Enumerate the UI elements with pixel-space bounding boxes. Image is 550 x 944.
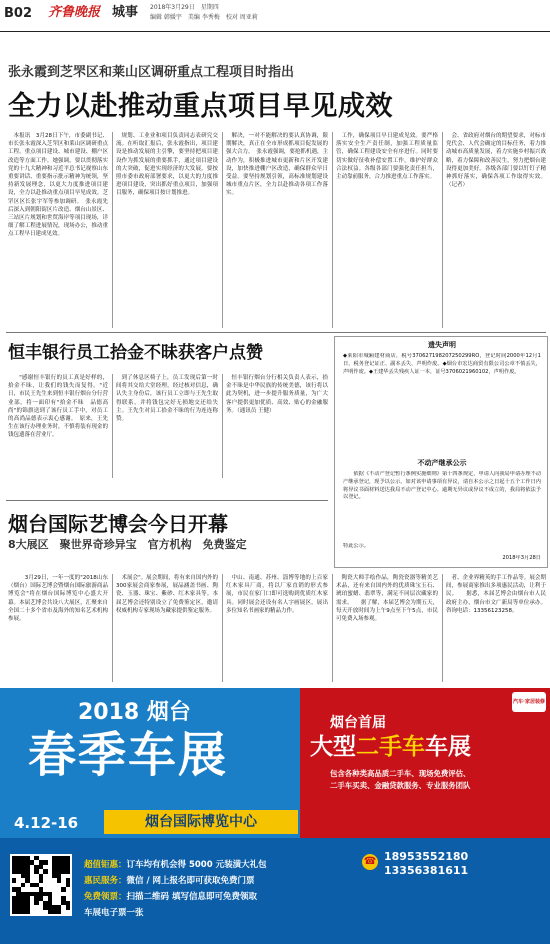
page-header [0, 0, 550, 32]
column-divider [112, 132, 113, 328]
ad-feature-line: 二手车买卖、金融贷款服务、专业服务团队 [330, 781, 471, 790]
phone-icon: ☎ [362, 854, 378, 870]
story3-column-3: 中山、南通、苏州、淄博等地的上百家红木家具厂商，将以厂家直销的形式参展，市民在家门口即可选购到优质红木家具。同时展会还设有名人字画展区，展出多位知名书画家的精品力作。 [226, 575, 328, 614]
notice-title-inheritance: 不动产继承公示 [417, 459, 467, 467]
column-divider [222, 374, 223, 478]
notice-title-lost: 遗失声明 [428, 341, 456, 349]
story3-column-1: 3月29日，一年一度的"2018山东（烟台）国际艺博会暨烟台国际旅游商品博览会"将在烟台国际博览中心盛大开幕。本届艺博会共设八大展区，汇聚来自全国二十多个省市及海外的知名艺术机构参展。 [8, 575, 108, 623]
section-divider [6, 332, 546, 333]
story3-headline: 烟台国际艺博会今日开幕 [8, 512, 228, 536]
ad-promo-line: 超值钜惠：订车均有机会得 5000 元装潢大礼包 [84, 860, 267, 870]
newspaper-logo: 齐鲁晚报 [48, 5, 101, 20]
notice-text-lost: ◆莱阳市城厢建材商店，税号370627198207250299RO，登记时间2000年12月1日，税务登记证正、副本丢失，声明作废。◆烟台市宏达商贸有限公司公章不慎丢失，声明作废。◆王建华丢失残疾人证一本，证号3706021960102，声明作废。 [343, 353, 541, 375]
ad-phone: 18953552180 [384, 850, 469, 863]
ad-promo-line: 惠民服务：微信 / 网上报名即可获取免费门票 [84, 876, 255, 886]
column-divider [222, 574, 223, 682]
column-divider [332, 574, 333, 682]
ad-bottom-band [0, 838, 550, 944]
story2-column-2: 到了休息区椅子上，员工发现后第一时间将其交给大堂经理。经过核对信息，确认失主身份后，该行员工立即与王先生取得联系，并将钱包完好无损地交还给失主。王先生对员工拾金不昧的行为连连称赞。 [116, 375, 218, 423]
ad-dates: 4.12-16 [14, 814, 79, 832]
section-divider [6, 500, 328, 501]
story3-column-4: 陶瓷大师手绘作品，陶瓷瓷器等精美艺术品，还有来自国内外的优质珠宝玉石、琥珀蜜蜡、翡翠等，满足不同层次藏家的需求。 据了解，本届艺博会为期五天，每天开放时间为上午9点至下午5点，市民可免费入场参观。 [336, 575, 438, 623]
qr-code-icon[interactable] [10, 854, 72, 916]
ad-promo-line: 免费领票：扫描二维码 填写信息即可免费领取 [84, 892, 257, 902]
story1-headline: 全力以赴推动重点项目早见成效 [8, 91, 393, 122]
column-divider [442, 132, 443, 328]
editors-line: 编辑 韩媛宇 美编 李秀梅 校对 周亚莉 [150, 14, 258, 21]
story1-column-2: 规划、工业业和项目负责同志表研究交流。在听取汇报后，张永霞指出，项目建设是推动发展的主引擎，要坚持把项目建设作为抓发展的重要抓手，通过项目建设的大突破，促进实现经济的大发展。要按照市委市政府部署要求，以更大的力度推进项目建设，突出抓好重点项目，加强项目服务，确保项目按计划推进。 [116, 133, 218, 197]
column-divider [332, 132, 333, 328]
notice-date: 2018年3月28日 [502, 555, 541, 561]
story3-column-2: 术展会"。展会期间，将有来自国内外的300家展会商家参展，展品涵盖书画、陶瓷、玉器、珠宝、紫砂、红木家具等。本届艺博会还特别设立了免费鉴定区，邀请权威机构专家现场为藏家提供鉴定服务。 [116, 575, 218, 614]
story1-column-5: 会、省政府对烟台的期望要求，对标市党代会、人代会确定的目标任务，着力推动城市高质量发展，着力实施乡村振兴战略，着力保障和改善民生，努力把烟台建设得更加美好。各级各部门要以钉钉子精神抓好落实，确保各项工作取得实效。（记者） [446, 133, 546, 189]
ad-main-title: 春季车展 [28, 727, 229, 783]
story3-column-5: 者、企业界精英的手工作品等。展会期间，参展商家推出多项惠民活动，让利于民。 据悉，本届艺博会由烟台市人民政府主办，烟台市文广新局等单位承办。咨询电话：13356123258。 [446, 575, 546, 614]
story1-column-4: 工作，确保项目早日建成见效。要严格落实安全生产责任制，加强工程质量监管，确保工程建设安全有序进行。同时要切实做好征收补偿安置工作，维护好群众合法权益。各级各部门要强化责任担当，主动靠前服务，合力推进重点工作落实。 [336, 133, 438, 181]
ad-phone: 13356381611 [384, 864, 469, 877]
section-name: 城事 [112, 5, 139, 20]
ad-phone-numbers [363, 850, 544, 878]
story1-column-1: 本报讯 3月28日下午，市委副书记、市长张永霞深入芝罘区和莱山区调研重点工程。重点项目建设、城市建设、棚户区改造等方面工作。她强调，要以贯彻落实党的十九大精神和习近平总书记视察山东重要讲话、重要指示批示精神为统领，坚持新发展理念，以更大力度推进项目建设，全力以赴推动重点项目早见成效。芝罘区区长张宇军等参加调研。 张永霞先后深入到朝阳街区片改造、烟台山景区、三站区片规划和世贸海岸等项目现场，详细了解工程进展情况，现场办公，推动重点工程早日建成见效。 [8, 133, 108, 238]
story2-column-1: "感谢恒丰银行的员工真是好样的，拾金不昧，让我们的钱失而复得。"近日，市民王先生来到恒丰银行烟台分行营业部，将一面印有"拾金不昧 品德高尚"的锦旗送到了该行员工手中，对员工的高尚品德表示衷心感谢。 原来，王先生在该行办理业务时，不慎将装有现金的钱包遗落在营业厅。 [8, 375, 108, 439]
date-line: 2018年3月29日 星期四 [150, 4, 219, 11]
story1-column-3: 解决，一对不能解决的要认真协调，限期解决，真正在全市形成抓项目促发展的强大合力。 张永霞强调，要抢抓机遇，主动作为，积极推进城市更新和片区开发建设，加快推进棚户区改造，确保群众早日受益。要坚持规划引领，高标准规划建设城市重点片区，全力以赴推动各项工作落实。 [226, 133, 328, 197]
ad-year-line: 2018 烟台 [78, 700, 191, 725]
story3-subhead: 8大展区 聚世界奇珍异宝 官方机构 免费鉴定 [8, 538, 247, 551]
column-divider [442, 574, 443, 682]
ad-venue: 烟台国际博览中心 [104, 810, 298, 834]
column-divider [112, 574, 113, 682]
page-number: B02 [4, 6, 32, 21]
story1-kicker: 张永霞到芝罘区和莱山区调研重点工程项目时指出 [8, 65, 295, 80]
column-divider [222, 132, 223, 328]
ad-right-kicker: 烟台首届 [330, 715, 386, 731]
ad-right-title: 大型二手车车展 [310, 734, 471, 760]
ad-feature-line: 包含各种类高品质二手车、现场免费评估、 [330, 769, 471, 778]
ad-promo-line: 车展电子票一张 [84, 908, 144, 918]
column-divider [112, 374, 113, 478]
ad-partner-logo: 汽车·家居装修 [512, 692, 546, 712]
story2-column-3: 恒丰银行烟台分行相关负责人表示，拾金不昧是中华民族的传统美德，该行将以此为契机，进一步提升服务质量，为广大客户提供更加优质、高效、贴心的金融服务。（通讯员 王健） [226, 375, 328, 414]
notice-signature: 特此公示。 [343, 543, 369, 549]
ad-right-features [330, 768, 530, 792]
auto-show-advertisement [0, 688, 550, 944]
notice-box [334, 336, 548, 568]
notice-text-inheritance: 依据《不动产登记暂行条例实施细则》第十四条规定，申请人向我局申请办理不动产继承登记，现予以公示。如对该申请事项有异议，请自本公示之日起十五个工作日内将异议书面材料送达我局不动产登记中心。逾期无异议或异议不成立的，我局将依法予以登记。 [343, 471, 541, 501]
story2-headline: 恒丰银行员工拾金不昧获客户点赞 [8, 343, 263, 363]
